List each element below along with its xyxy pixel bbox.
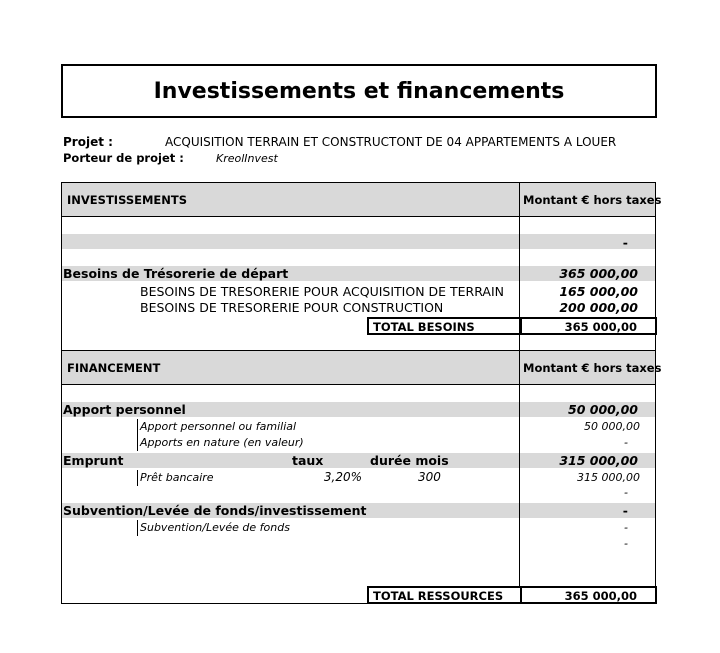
emprunt-value: 315 000,00 bbox=[559, 453, 638, 468]
apport-item-value: 50 000,00 bbox=[584, 420, 640, 433]
projet-value: ACQUISITION TERRAIN ET CONSTRUCTONT DE 04 APPARTEMENTS A LOUER bbox=[165, 135, 617, 149]
indent-line bbox=[137, 419, 138, 451]
investissements-amount-header: Montant € hors taxes bbox=[523, 193, 662, 207]
column-divider bbox=[519, 183, 520, 586]
besoin-item-value: 165 000,00 bbox=[559, 284, 638, 299]
emprunt-label: Emprunt bbox=[63, 453, 124, 468]
pret-duree: 300 bbox=[418, 470, 441, 484]
total-ressources-value: 365 000,00 bbox=[520, 586, 657, 604]
pret-value: 315 000,00 bbox=[577, 471, 640, 484]
apport-value: 50 000,00 bbox=[568, 402, 638, 417]
subvention-label: Subvention/Levée de fonds/investissement bbox=[63, 503, 367, 518]
investissements-header: INVESTISSEMENTS bbox=[67, 193, 188, 207]
pret-extra-value: - bbox=[624, 486, 628, 499]
total-ressources-label: TOTAL RESSOURCES bbox=[367, 586, 521, 604]
porteur-value: KreolInvest bbox=[216, 152, 278, 165]
dash-value: - bbox=[622, 235, 628, 250]
page-title: Investissements et financements bbox=[61, 64, 657, 118]
duree-label: durée mois bbox=[370, 453, 449, 468]
besoin-item-value: 200 000,00 bbox=[559, 300, 638, 315]
divider bbox=[62, 216, 655, 217]
divider bbox=[62, 384, 655, 385]
financement-amount-header: Montant € hors taxes bbox=[523, 361, 662, 375]
projet-label: Projet : bbox=[63, 135, 113, 149]
total-besoins-value: 365 000,00 bbox=[520, 317, 657, 335]
subvention-item-label: Subvention/Levée de fonds bbox=[140, 521, 290, 534]
pret-label: Prêt bancaire bbox=[140, 471, 214, 484]
tresorerie-label: Besoins de Trésorerie de départ bbox=[63, 266, 289, 281]
financement-header: FINANCEMENT bbox=[67, 361, 161, 375]
besoin-item-label: BESOINS DE TRESORERIE POUR ACQUISITION DE TERRAIN bbox=[140, 284, 505, 299]
subvention-value: - bbox=[622, 503, 628, 518]
tresorerie-value: 365 000,00 bbox=[559, 266, 638, 281]
apport-item-label: Apport personnel ou familial bbox=[140, 420, 297, 433]
besoin-item-label: BESOINS DE TRESORERIE POUR CONSTRUCTION bbox=[140, 300, 444, 315]
apport-item-label: Apports en nature (en valeur) bbox=[140, 436, 304, 449]
apport-label: Apport personnel bbox=[63, 402, 186, 417]
taux-label: taux bbox=[292, 453, 324, 468]
subvention-item-value: - bbox=[624, 521, 628, 534]
indent-line bbox=[137, 470, 138, 486]
porteur-label: Porteur de projet : bbox=[63, 151, 184, 165]
subvention-item-value: - bbox=[624, 537, 628, 550]
pret-taux: 3,20% bbox=[323, 470, 362, 484]
apport-item-value: - bbox=[624, 436, 628, 449]
total-besoins-label: TOTAL BESOINS bbox=[367, 317, 521, 335]
indent-line bbox=[137, 520, 138, 536]
